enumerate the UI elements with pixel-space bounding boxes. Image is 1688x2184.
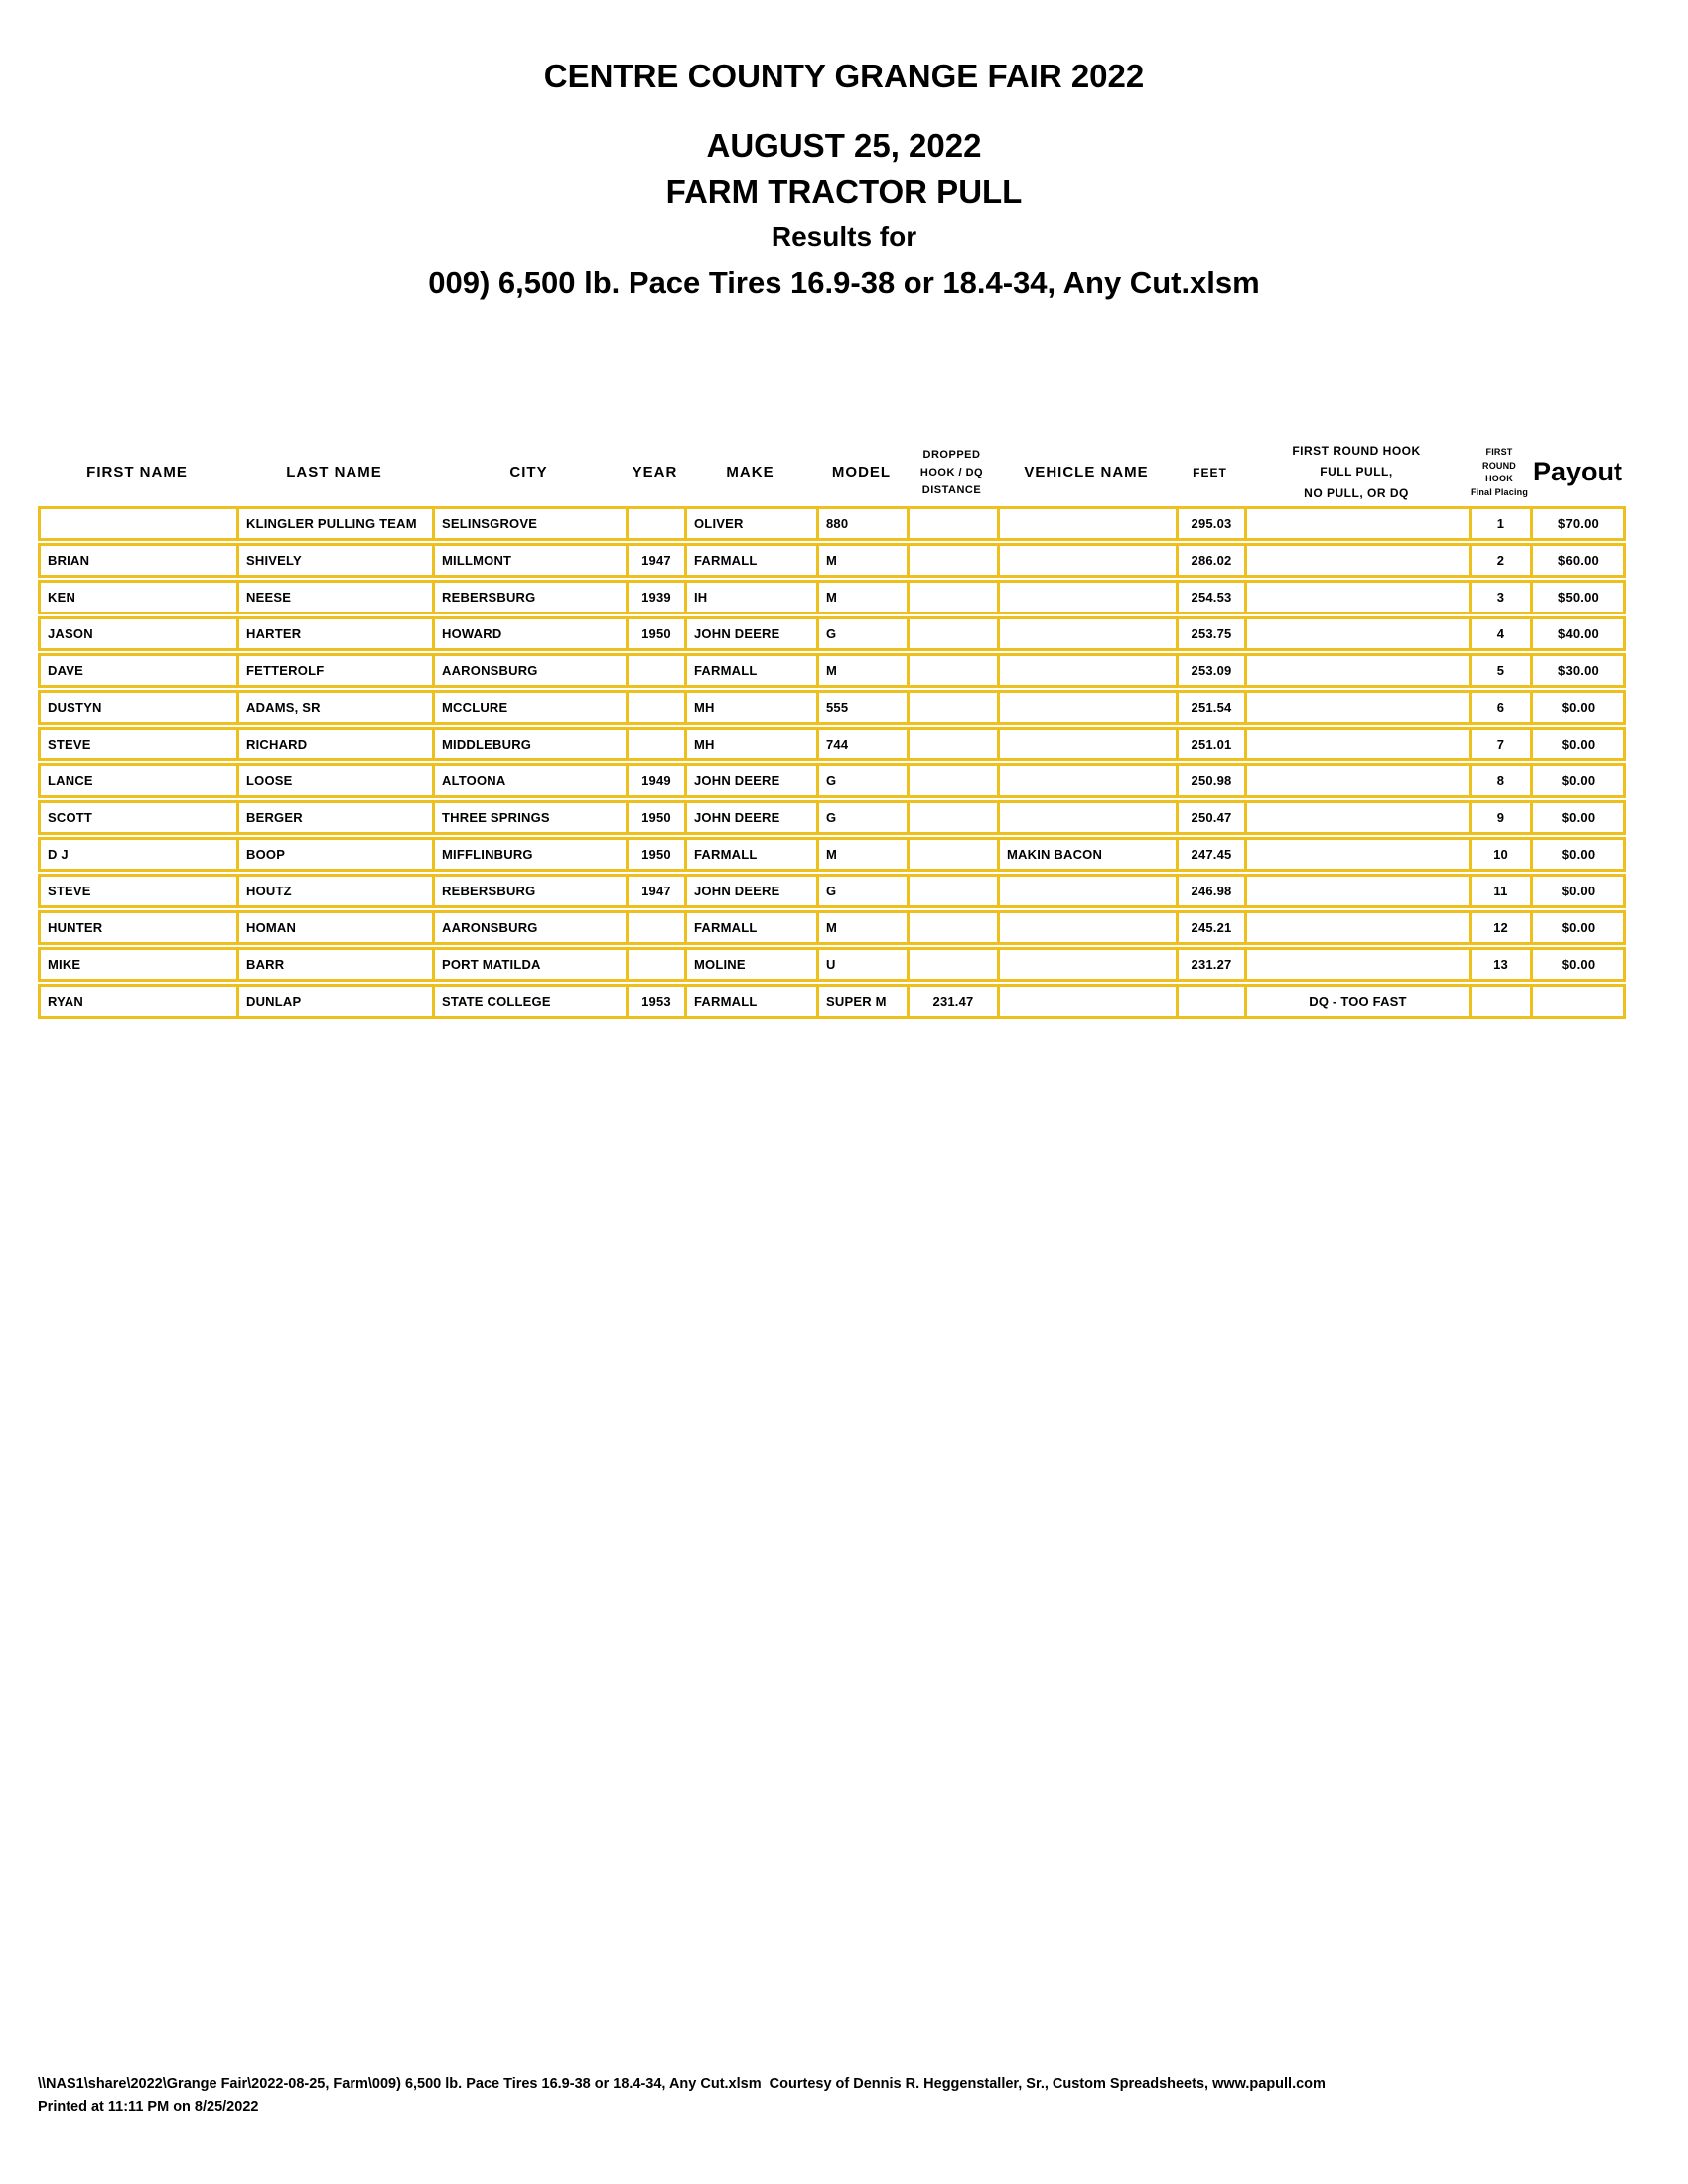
- table-row: [38, 727, 1626, 761]
- cell-make: FARMALL: [687, 840, 819, 869]
- table-row: [38, 763, 1626, 798]
- col-header-city: CITY: [509, 463, 548, 480]
- cell-vehicle-name: [1000, 656, 1179, 685]
- cell-first-name: KEN: [41, 583, 239, 612]
- cell-feet: 251.01: [1179, 730, 1247, 758]
- cell-first-round-hook-final-placing: 13: [1472, 950, 1533, 979]
- cell-year: [629, 950, 687, 979]
- cell-first-name: STEVE: [41, 730, 239, 758]
- page-footer: [38, 2073, 1646, 2118]
- cell-first-round-hook-result: [1247, 877, 1472, 905]
- table-row: [38, 874, 1626, 908]
- cell-city: THREE SPRINGS: [435, 803, 629, 832]
- cell-payout: $0.00: [1561, 737, 1596, 751]
- table-row: [38, 984, 1626, 1019]
- cell-city: MIFFLINBURG: [435, 840, 629, 869]
- cell-model: M: [819, 913, 910, 942]
- cell-first-round-hook-final-placing: 9: [1472, 803, 1533, 832]
- cell-last-name: KLINGLER PULLING TEAM: [239, 509, 435, 538]
- col-header-vehicle-name: VEHICLE NAME: [1024, 463, 1149, 480]
- cell-first-name: SCOTT: [41, 803, 239, 832]
- cell-model: M: [819, 583, 910, 612]
- cell-vehicle-name: [1000, 546, 1179, 575]
- cell-feet: 286.02: [1179, 546, 1247, 575]
- cell-feet: 253.09: [1179, 656, 1247, 685]
- cell-feet: [1179, 987, 1247, 1016]
- cell-dropped-hook-dq-distance: [910, 509, 1000, 538]
- cell-payout: $0.00: [1561, 700, 1596, 715]
- cell-vehicle-name: [1000, 766, 1179, 795]
- cell-dropped-hook-dq-distance: [910, 950, 1000, 979]
- cell-dropped-hook-dq-distance: [910, 913, 1000, 942]
- cell-vehicle-name: [1000, 730, 1179, 758]
- cell-make: FARMALL: [687, 656, 819, 685]
- cell-payout: $40.00: [1558, 626, 1599, 641]
- cell-make: FARMALL: [687, 913, 819, 942]
- cell-make: JOHN DEERE: [687, 803, 819, 832]
- cell-year: 1947: [629, 546, 687, 575]
- cell-feet: 250.98: [1179, 766, 1247, 795]
- cell-model: G: [819, 803, 910, 832]
- table-header-row: [38, 439, 1626, 506]
- cell-vehicle-name: [1000, 913, 1179, 942]
- cell-dropped-hook-dq-distance: [910, 546, 1000, 575]
- col-header-first-round-hook-result: FIRST ROUND HOOK FULL PULL, NO PULL, OR DQ: [1292, 443, 1421, 500]
- cell-make: FARMALL: [687, 546, 819, 575]
- cell-first-round-hook-result: [1247, 656, 1472, 685]
- cell-vehicle-name: [1000, 693, 1179, 722]
- cell-first-round-hook-result: [1247, 766, 1472, 795]
- cell-make: JOHN DEERE: [687, 877, 819, 905]
- cell-last-name: NEESE: [239, 583, 435, 612]
- table-row: [38, 690, 1626, 725]
- cell-first-round-hook-final-placing: 3: [1472, 583, 1533, 612]
- cell-last-name: LOOSE: [239, 766, 435, 795]
- col-header-model: MODEL: [831, 463, 892, 480]
- cell-first-name: DAVE: [41, 656, 239, 685]
- cell-vehicle-name: [1000, 803, 1179, 832]
- cell-city: STATE COLLEGE: [435, 987, 629, 1016]
- table-row: [38, 506, 1626, 541]
- cell-model: M: [819, 546, 910, 575]
- cell-first-round-hook-result: [1247, 803, 1472, 832]
- cell-payout: $70.00: [1558, 516, 1599, 531]
- table-row: [38, 580, 1626, 614]
- cell-first-round-hook-result: [1247, 583, 1472, 612]
- cell-last-name: BARR: [239, 950, 435, 979]
- cell-last-name: RICHARD: [239, 730, 435, 758]
- cell-city: SELINSGROVE: [435, 509, 629, 538]
- cell-payout: $30.00: [1558, 663, 1599, 678]
- cell-model: 555: [819, 693, 910, 722]
- cell-model: U: [819, 950, 910, 979]
- col-header-first-round-hook-final-placing: FIRST ROUND HOOK Final Placing: [1470, 447, 1529, 497]
- cell-model: SUPER M: [819, 987, 910, 1016]
- cell-first-round-hook-result: DQ - TOO FAST: [1247, 987, 1472, 1016]
- cell-payout: $0.00: [1561, 920, 1596, 935]
- cell-feet: 295.03: [1179, 509, 1247, 538]
- table-row: [38, 837, 1626, 872]
- cell-first-round-hook-final-placing: 2: [1472, 546, 1533, 575]
- cell-feet: 245.21: [1179, 913, 1247, 942]
- cell-city: MIDDLEBURG: [435, 730, 629, 758]
- table-body: [38, 506, 1626, 1019]
- table-row: [38, 910, 1626, 945]
- cell-model: 880: [819, 509, 910, 538]
- cell-first-round-hook-final-placing: 11: [1472, 877, 1533, 905]
- cell-first-round-hook-final-placing: [1472, 987, 1533, 1016]
- cell-payout: $0.00: [1561, 810, 1596, 825]
- table-row: [38, 947, 1626, 982]
- cell-make: OLIVER: [687, 509, 819, 538]
- cell-feet: 254.53: [1179, 583, 1247, 612]
- cell-model: M: [819, 840, 910, 869]
- cell-dropped-hook-dq-distance: 231.47: [910, 987, 1000, 1016]
- cell-first-round-hook-result: [1247, 913, 1472, 942]
- cell-payout: $50.00: [1558, 590, 1599, 605]
- col-header-dropped-hook-dq-distance: DROPPED HOOK / DQ DISTANCE: [919, 448, 984, 497]
- cell-vehicle-name: MAKIN BACON: [1000, 840, 1179, 869]
- cell-first-round-hook-final-placing: 7: [1472, 730, 1533, 758]
- cell-payout: [1533, 987, 1623, 1016]
- cell-last-name: HOUTZ: [239, 877, 435, 905]
- cell-model: M: [819, 656, 910, 685]
- cell-dropped-hook-dq-distance: [910, 730, 1000, 758]
- cell-last-name: BERGER: [239, 803, 435, 832]
- cell-vehicle-name: [1000, 509, 1179, 538]
- cell-make: JOHN DEERE: [687, 619, 819, 648]
- cell-first-name: RYAN: [41, 987, 239, 1016]
- cell-dropped-hook-dq-distance: [910, 766, 1000, 795]
- cell-feet: 251.54: [1179, 693, 1247, 722]
- cell-feet: 253.75: [1179, 619, 1247, 648]
- cell-model: G: [819, 766, 910, 795]
- cell-city: HOWARD: [435, 619, 629, 648]
- event-type: FARM TRACTOR PULL: [665, 173, 1023, 209]
- cell-vehicle-name: [1000, 877, 1179, 905]
- col-header-last-name: LAST NAME: [286, 463, 382, 480]
- table-row: [38, 800, 1626, 835]
- cell-payout: $0.00: [1561, 773, 1596, 788]
- cell-first-round-hook-final-placing: 10: [1472, 840, 1533, 869]
- cell-first-name: STEVE: [41, 877, 239, 905]
- cell-city: REBERSBURG: [435, 583, 629, 612]
- cell-last-name: BOOP: [239, 840, 435, 869]
- footer-file-path: \\NAS1\share\2022\Grange Fair\2022-08-25, Farm\009) 6,500 lb. Pace Tires 16.9-38 or 18.4-34, Any Cut.xlsm Courtesy of Dennis R. Heggenstaller, Sr., Custom Spreadsheets, www.papull.com: [38, 2076, 1326, 2092]
- cell-year: 1949: [629, 766, 687, 795]
- cell-payout: $60.00: [1558, 553, 1599, 568]
- cell-vehicle-name: [1000, 583, 1179, 612]
- cell-city: MILLMONT: [435, 546, 629, 575]
- col-header-feet: FEET: [1193, 465, 1227, 479]
- cell-year: 1950: [629, 619, 687, 648]
- cell-make: MH: [687, 730, 819, 758]
- cell-first-round-hook-final-placing: 12: [1472, 913, 1533, 942]
- cell-last-name: FETTEROLF: [239, 656, 435, 685]
- cell-first-name: DUSTYN: [41, 693, 239, 722]
- cell-dropped-hook-dq-distance: [910, 693, 1000, 722]
- cell-first-round-hook-result: [1247, 546, 1472, 575]
- col-header-year: YEAR: [632, 463, 678, 480]
- cell-payout: $0.00: [1561, 847, 1596, 862]
- cell-last-name: SHIVELY: [239, 546, 435, 575]
- cell-first-round-hook-final-placing: 6: [1472, 693, 1533, 722]
- cell-feet: 247.45: [1179, 840, 1247, 869]
- cell-year: [629, 509, 687, 538]
- cell-dropped-hook-dq-distance: [910, 803, 1000, 832]
- cell-first-round-hook-result: [1247, 730, 1472, 758]
- col-header-payout: Payout: [1532, 457, 1623, 487]
- cell-year: [629, 913, 687, 942]
- cell-make: MH: [687, 693, 819, 722]
- cell-make: MOLINE: [687, 950, 819, 979]
- cell-vehicle-name: [1000, 987, 1179, 1016]
- cell-first-name: JASON: [41, 619, 239, 648]
- cell-year: 1950: [629, 803, 687, 832]
- cell-year: 1939: [629, 583, 687, 612]
- cell-dropped-hook-dq-distance: [910, 877, 1000, 905]
- cell-first-round-hook-result: [1247, 509, 1472, 538]
- cell-payout: $0.00: [1561, 957, 1596, 972]
- cell-make: FARMALL: [687, 987, 819, 1016]
- cell-vehicle-name: [1000, 619, 1179, 648]
- cell-model: G: [819, 619, 910, 648]
- cell-year: [629, 656, 687, 685]
- cell-last-name: HOMAN: [239, 913, 435, 942]
- footer-printed-timestamp: Printed at 11:11 PM on 8/25/2022: [38, 2099, 259, 2115]
- cell-make: JOHN DEERE: [687, 766, 819, 795]
- results-for-label: Results for: [771, 221, 917, 252]
- col-header-make: MAKE: [726, 463, 774, 480]
- cell-first-name: [41, 509, 239, 538]
- cell-year: 1953: [629, 987, 687, 1016]
- cell-city: REBERSBURG: [435, 877, 629, 905]
- cell-dropped-hook-dq-distance: [910, 656, 1000, 685]
- cell-make: IH: [687, 583, 819, 612]
- cell-first-name: D J: [41, 840, 239, 869]
- event-date: AUGUST 25, 2022: [706, 127, 982, 164]
- class-file-name: 009) 6,500 lb. Pace Tires 16.9-38 or 18.4-34, Any Cut.xlsm: [428, 265, 1260, 300]
- cell-city: AARONSBURG: [435, 656, 629, 685]
- table-row: [38, 616, 1626, 651]
- cell-year: 1947: [629, 877, 687, 905]
- cell-city: PORT MATILDA: [435, 950, 629, 979]
- cell-dropped-hook-dq-distance: [910, 583, 1000, 612]
- cell-feet: 246.98: [1179, 877, 1247, 905]
- results-table: [38, 439, 1626, 1021]
- cell-first-round-hook-final-placing: 1: [1472, 509, 1533, 538]
- cell-first-round-hook-final-placing: 4: [1472, 619, 1533, 648]
- cell-model: G: [819, 877, 910, 905]
- cell-payout: $0.00: [1561, 884, 1596, 898]
- cell-first-round-hook-final-placing: 8: [1472, 766, 1533, 795]
- cell-year: [629, 730, 687, 758]
- cell-first-round-hook-final-placing: 5: [1472, 656, 1533, 685]
- cell-city: ALTOONA: [435, 766, 629, 795]
- cell-first-name: MIKE: [41, 950, 239, 979]
- cell-city: MCCLURE: [435, 693, 629, 722]
- event-title: CENTRE COUNTY GRANGE FAIR 2022: [543, 58, 1145, 94]
- cell-first-round-hook-result: [1247, 693, 1472, 722]
- cell-last-name: DUNLAP: [239, 987, 435, 1016]
- cell-last-name: HARTER: [239, 619, 435, 648]
- table-row: [38, 543, 1626, 578]
- cell-last-name: ADAMS, SR: [239, 693, 435, 722]
- cell-dropped-hook-dq-distance: [910, 619, 1000, 648]
- cell-first-name: LANCE: [41, 766, 239, 795]
- cell-model: 744: [819, 730, 910, 758]
- cell-first-round-hook-result: [1247, 950, 1472, 979]
- page-heading: [0, 54, 1688, 306]
- cell-first-name: HUNTER: [41, 913, 239, 942]
- cell-first-name: BRIAN: [41, 546, 239, 575]
- table-row: [38, 653, 1626, 688]
- cell-feet: 250.47: [1179, 803, 1247, 832]
- cell-feet: 231.27: [1179, 950, 1247, 979]
- cell-first-round-hook-result: [1247, 619, 1472, 648]
- cell-year: 1950: [629, 840, 687, 869]
- cell-city: AARONSBURG: [435, 913, 629, 942]
- cell-vehicle-name: [1000, 950, 1179, 979]
- col-header-first-name: FIRST NAME: [86, 463, 188, 480]
- cell-year: [629, 693, 687, 722]
- cell-first-round-hook-result: [1247, 840, 1472, 869]
- cell-dropped-hook-dq-distance: [910, 840, 1000, 869]
